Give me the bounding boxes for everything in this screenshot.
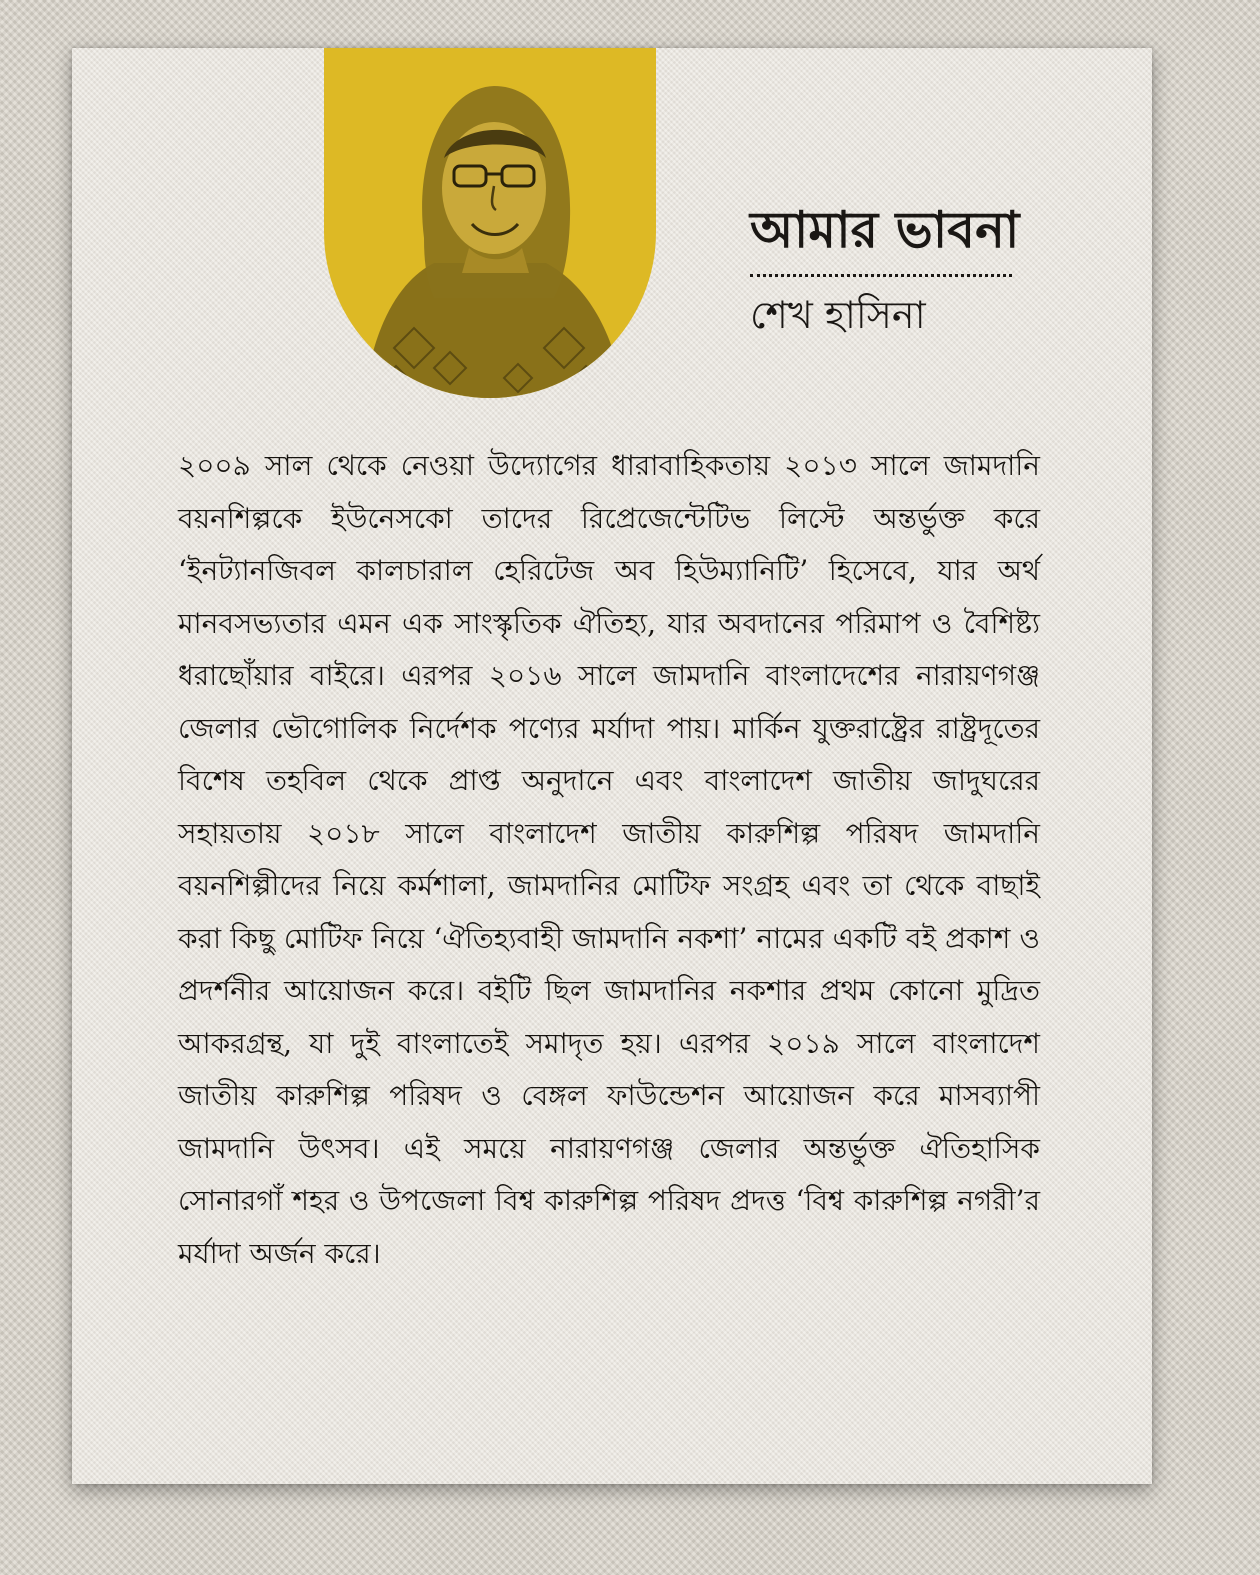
page-title: আমার ভাবনা [750,200,1020,259]
title-block [750,198,1050,339]
body-paragraph: ২০০৯ সাল থেকে নেওয়া উদ্যোগের ধারাবাহিকতায় ২০১৩ সালে জামদানি বয়নশিল্পকে ইউনেসকো তাদের রিপ্রেজেন্টেটিভ লিস্টে অন্তর্ভুক্ত করে ‘ইনট্যানজিবল কালচারাল হেরিটেজ অব হিউম্যানিটি’ হিসেবে, যার অর্থ মানবসভ্যতার এমন এক সাংস্কৃতিক ঐতিহ্য, যার অবদানের পরিমাপ ও বৈশিষ্ট্য ধরাছোঁয়ার বাইরে। এরপর ২০১৬ সালে জামদানি বাংলাদেশের নারায়ণগঞ্জ জেলার ভৌগোলিক নির্দেশক পণ্যের মর্যাদা পায়। মার্কিন যুক্তরাষ্ট্রের রাষ্ট্রদূতের বিশেষ তহবিল থেকে প্রাপ্ত অনুদানে এবং বাংলাদেশ জাতীয় জাদুঘরের সহায়তায় ২০১৮ সালে বাংলাদেশ জাতীয় কারুশিল্প পরিষদ জামদানি বয়নশিল্পীদের নিয়ে কর্মশালা, জামদানির মোটিফ সংগ্রহ এবং তা থেকে বাছাই করা কিছু মোটিফ নিয়ে ‘ঐতিহ্যবাহী জামদানি নকশা’ নামের একটি বই প্রকাশ ও প্রদর্শনীর আয়োজন করে। বইটি ছিল জামদানির নকশার প্রথম কোনো মুদ্রিত আকরগ্রন্থ, যা দুই বাংলাতেই সমাদৃত হয়। এরপর ২০১৯ সালে বাংলাদেশ জাতীয় কারুশিল্প পরিষদ ও বেঙ্গল ফাউন্ডেশন আয়োজন করে মাসব্যাপী জামদানি উৎসব। এই সময়ে নারায়ণগঞ্জ জেলার অন্তর্ভুক্ত ঐতিহাসিক সোনারগাঁ শহর ও উপজেলা বিশ্ব কারুশিল্প পরিষদ প্রদত্ত ‘বিশ্ব কারুশিল্প নগরী’র মর্যাদা অর্জন করে। [178,449,1040,1270]
portrait-image [324,48,656,398]
paper-card [72,48,1152,1484]
dotted-divider [750,274,1012,277]
author-name: শেখ হাসিনা [750,293,926,337]
portrait-frame [324,48,656,398]
